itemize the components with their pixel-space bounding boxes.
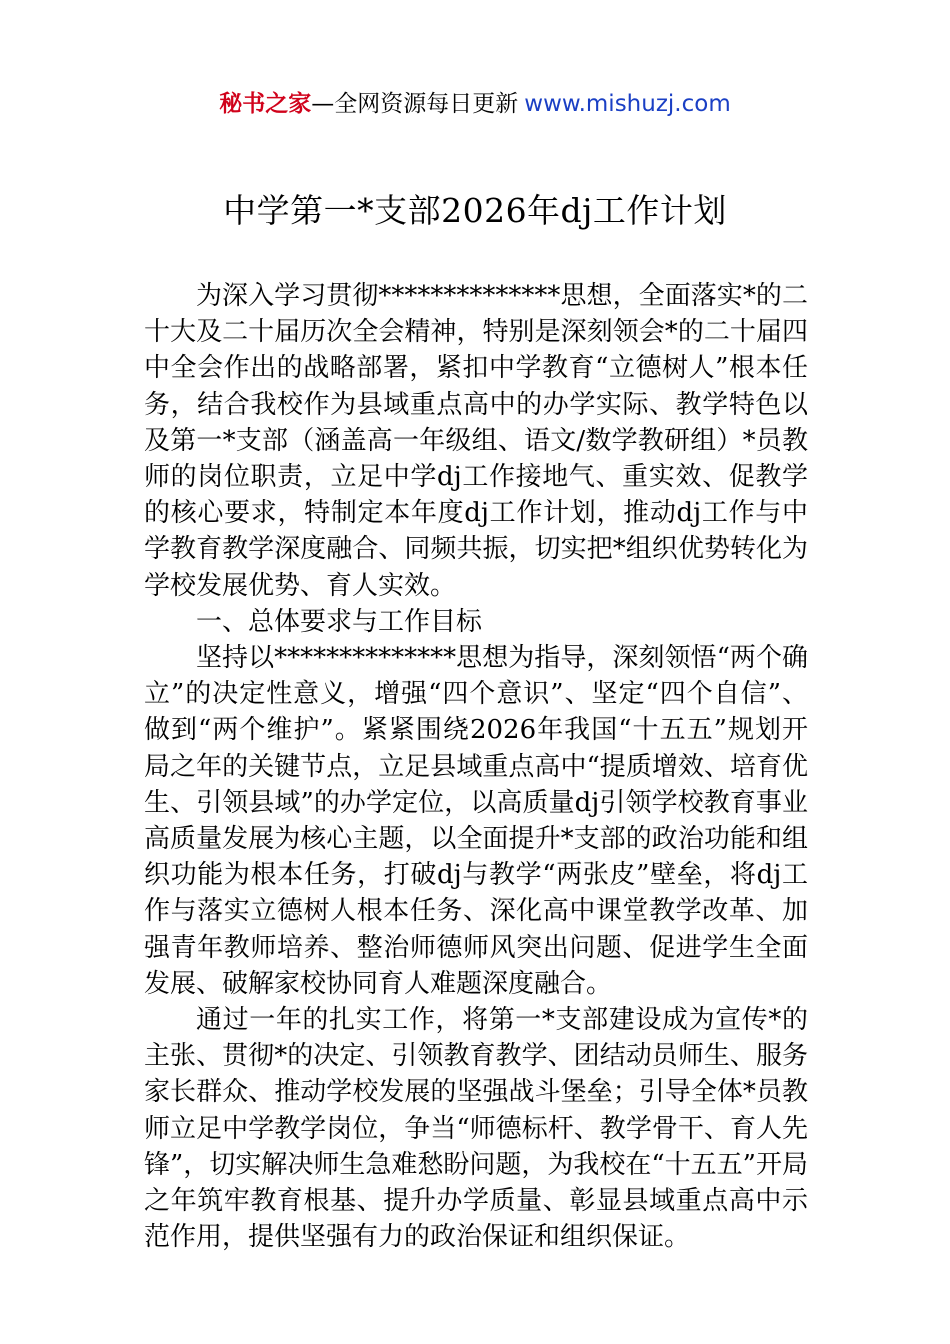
site-header <box>0 88 950 120</box>
header-dash: — <box>311 91 335 117</box>
document-title: 中学第一*支部2026年dj工作计划 <box>223 191 727 230</box>
site-url: www.mishuzj.com <box>524 91 731 117</box>
paragraph-requirements: 坚持以**************思想为指导，深刻领悟“两个确立”的决定性意义，增强“四个意识”、坚定“四个自信”、做到“两个维护”。紧紧围绕2026年我国“十五五”规划开局之年的关键节点，立足县域重点高中“提质增效、培育优生、引领县域”的办学定位，以高质量dj引领学校教育事业高质量发展为核心主题，以全面提升*支部的政治功能和组织功能为根本任务，打破dj与教学“两张皮”壁垒，将dj工作与落实立德树人根本任务、深化高中课堂教学改革、加强青年教师培养、整治师德师风突出问题、促进学生全面发展、破解家校协同育人难题深度融合。 <box>144 643 808 999</box>
paragraph-intro: 为深入学习贯彻**************思想，全面落实*的二十大及二十届历次全会精神，特别是深刻领会*的二十届四中全会作出的战略部署，紧扣中学教育“立德树人”根本任务，结合我校作为县域重点高中的办学实际、教学特色以及第一*支部（涵盖高一年级组、语文/数学教研组）*员教师的岗位职责，立足中学dj工作接地气、重实效、促教学的核心要求，特制定本年度dj工作计划，推动dj工作与中学教育教学深度融合、同频共振，切实把*组织优势转化为学校发展优势、育人实效。 <box>144 281 808 601</box>
site-tagline: 全网资源每日更新 <box>334 91 519 117</box>
document-body <box>144 278 808 1255</box>
site-brand: 秘书之家 <box>219 91 312 117</box>
section-heading-1: 一、总体要求与工作目标 <box>196 606 483 637</box>
paragraph-goals: 通过一年的扎实工作，将第一*支部建设成为宣传*的主张、贯彻*的决定、引领教育教学、团结动员师生、服务家长群众、推动学校发展的坚强战斗堡垒；引导全体*员教师立足中学教学岗位，争当“师德标杆、教学骨干、育人先锋”，切实解决师生急难愁盼问题，为我校在“十五五”开局之年筑牢教育根基、提升办学质量、彰显县域重点高中示范作用，提供坚强有力的政治保证和组织保证。 <box>144 1005 808 1253</box>
